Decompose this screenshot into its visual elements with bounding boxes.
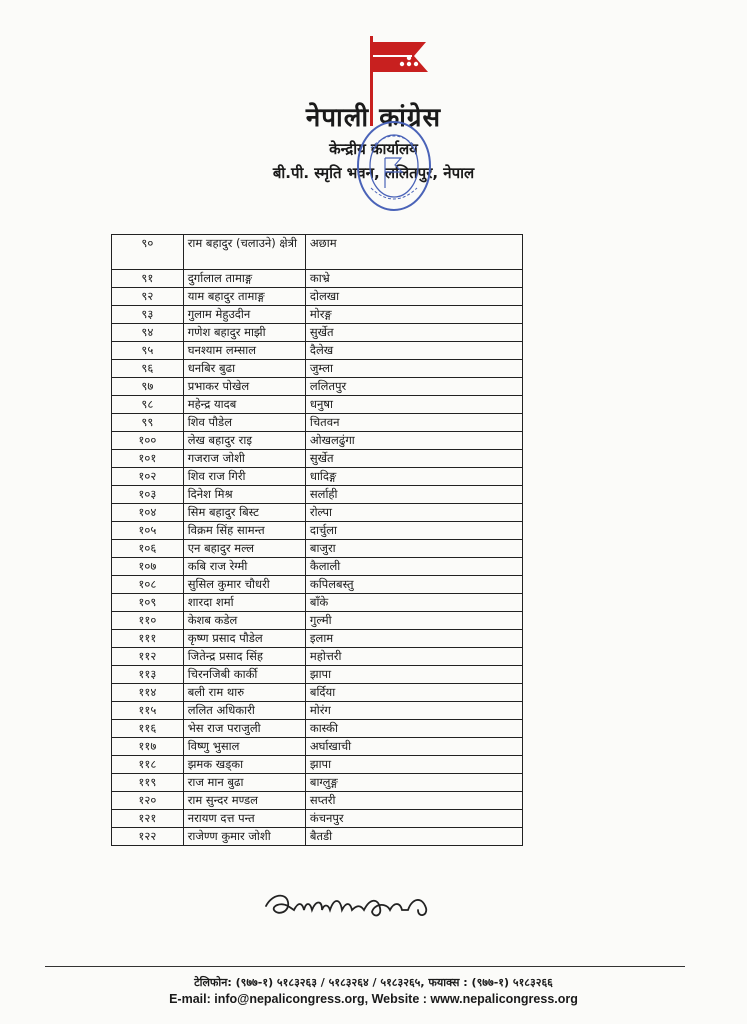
row-number-cell: ९३ (112, 306, 184, 324)
member-name-cell: विष्णु भुसाल (183, 738, 305, 756)
district-cell: धादिङ्ग (305, 468, 522, 486)
district-cell: धनुषा (305, 396, 522, 414)
district-cell: सुर्खेत (305, 324, 522, 342)
table-row (112, 792, 523, 810)
member-name-cell: महेन्द्र यादब (183, 396, 305, 414)
table-row (112, 360, 523, 378)
table-row (112, 702, 523, 720)
district-cell: झापा (305, 756, 522, 774)
footer-contact: E-mail: info@nepalicongress.org, Website : www.nepalicongress.org (169, 992, 578, 1006)
district-cell: दोलखा (305, 288, 522, 306)
member-name-cell: सिम बहादुर बिस्ट (183, 504, 305, 522)
district-cell: सुर्खेत (305, 450, 522, 468)
member-name-cell: गणेश बहादुर माझी (183, 324, 305, 342)
district-cell: कंचनपुर (305, 810, 522, 828)
table-row (112, 378, 523, 396)
row-number-cell: १०८ (112, 576, 184, 594)
table-row (112, 648, 523, 666)
member-name-cell: विक्रम सिंह सामन्त (183, 522, 305, 540)
row-number-cell: १०५ (112, 522, 184, 540)
table-row (112, 396, 523, 414)
row-number-cell: १०४ (112, 504, 184, 522)
row-number-cell: ९६ (112, 360, 184, 378)
member-name-cell: केशब कडेल (183, 612, 305, 630)
table-row (112, 756, 523, 774)
table-row (112, 666, 523, 684)
district-cell: कैलाली (305, 558, 522, 576)
row-number-cell: ११५ (112, 702, 184, 720)
member-name-cell: जितेन्द्र प्रसाद सिंह (183, 648, 305, 666)
table-row (112, 630, 523, 648)
row-number-cell: ९२ (112, 288, 184, 306)
table-row (112, 342, 523, 360)
district-cell: दार्चुला (305, 522, 522, 540)
district-cell: जुम्ला (305, 360, 522, 378)
district-cell: गुल्मी (305, 612, 522, 630)
member-name-cell: दुर्गालाल तामाङ्ग (183, 270, 305, 288)
member-name-cell: सुसिल कुमार चौधरी (183, 576, 305, 594)
table-row (112, 432, 523, 450)
table-row (112, 235, 523, 270)
table-row (112, 594, 523, 612)
district-cell: अर्घाखाची (305, 738, 522, 756)
member-name-cell: गजराज जोशी (183, 450, 305, 468)
row-number-cell: १२१ (112, 810, 184, 828)
member-name-cell: लेख बहादुर राइ (183, 432, 305, 450)
office-address: बी.पी. स्मृति भवन, ललितपुर, नेपाल (272, 164, 475, 182)
member-name-cell: शारदा शर्मा (183, 594, 305, 612)
table-row (112, 288, 523, 306)
member-roster-table (111, 234, 523, 846)
district-cell: बैतडी (305, 828, 522, 846)
row-number-cell: ९१ (112, 270, 184, 288)
district-cell: चितवन (305, 414, 522, 432)
table-row (112, 612, 523, 630)
member-name-cell: घनश्याम लम्साल (183, 342, 305, 360)
table-row (112, 828, 523, 846)
row-number-cell: १०० (112, 432, 184, 450)
district-cell: बाँके (305, 594, 522, 612)
member-name-cell: कबि राज रेग्मी (183, 558, 305, 576)
member-name-cell: राम बहादुर (चलाउने) क्षेत्री (183, 235, 305, 270)
district-cell: अछाम (305, 235, 522, 270)
row-number-cell: १२२ (112, 828, 184, 846)
member-name-cell: दिनेश मिश्र (183, 486, 305, 504)
district-cell: मोरंग (305, 702, 522, 720)
member-name-cell: राजेण्ण कुमार जोशी (183, 828, 305, 846)
row-number-cell: ११९ (112, 774, 184, 792)
official-seal-stamp (355, 118, 433, 214)
table-row (112, 324, 523, 342)
table-row (112, 468, 523, 486)
district-cell: बाजुरा (305, 540, 522, 558)
row-number-cell: ११४ (112, 684, 184, 702)
district-cell: सप्तरी (305, 792, 522, 810)
row-number-cell: १०७ (112, 558, 184, 576)
member-name-cell: ललित अधिकारी (183, 702, 305, 720)
row-number-cell: ९४ (112, 324, 184, 342)
table-row (112, 270, 523, 288)
member-name-cell: राम सुन्दर मण्डल (183, 792, 305, 810)
page-title: नेपाली कांग्रेस (305, 103, 442, 133)
member-name-cell: शिव पौडेल (183, 414, 305, 432)
table-row (112, 306, 523, 324)
district-cell: दैलेख (305, 342, 522, 360)
member-name-cell: बली राम थारु (183, 684, 305, 702)
office-subtitle: केन्द्रीय कार्यालय (329, 140, 418, 158)
member-name-cell: नरायण दत्त पन्त (183, 810, 305, 828)
table-row (112, 558, 523, 576)
table-row (112, 414, 523, 432)
table-row (112, 486, 523, 504)
row-number-cell: ११६ (112, 720, 184, 738)
member-name-cell: गुलाम मेहुउदीन (183, 306, 305, 324)
row-number-cell: ९७ (112, 378, 184, 396)
district-cell: झापा (305, 666, 522, 684)
member-name-cell: चिरनजिबी कार्की (183, 666, 305, 684)
row-number-cell: १०१ (112, 450, 184, 468)
row-number-cell: १११ (112, 630, 184, 648)
row-number-cell: १०६ (112, 540, 184, 558)
district-cell: महोत्तरी (305, 648, 522, 666)
district-cell: कपिलबस्तु (305, 576, 522, 594)
member-name-cell: कृष्ण प्रसाद पौडेल (183, 630, 305, 648)
district-cell: ओखलढुंगा (305, 432, 522, 450)
district-cell: बाग्लुङ्ग (305, 774, 522, 792)
member-name-cell: एन बहादुर मल्ल (183, 540, 305, 558)
row-number-cell: ९८ (112, 396, 184, 414)
district-cell: इलाम (305, 630, 522, 648)
member-name-cell: भेस राज पराजुली (183, 720, 305, 738)
district-cell: कास्की (305, 720, 522, 738)
row-number-cell: ९५ (112, 342, 184, 360)
row-number-cell: ११३ (112, 666, 184, 684)
member-name-cell: शिव राज गिरी (183, 468, 305, 486)
footer-divider (45, 966, 685, 967)
table-row (112, 504, 523, 522)
member-name-cell: प्रभाकर पोखेल (183, 378, 305, 396)
table-row (112, 450, 523, 468)
table-row (112, 684, 523, 702)
district-cell: रोल्पा (305, 504, 522, 522)
handwritten-signature (262, 880, 440, 924)
district-cell: मोरङ्ग (305, 306, 522, 324)
table-row (112, 774, 523, 792)
row-number-cell: १२० (112, 792, 184, 810)
table-row (112, 720, 523, 738)
table-row (112, 576, 523, 594)
table-row (112, 522, 523, 540)
member-name-cell: झमक खड्का (183, 756, 305, 774)
member-name-cell: राज मान बुढा (183, 774, 305, 792)
row-number-cell: ९९ (112, 414, 184, 432)
row-number-cell: ११८ (112, 756, 184, 774)
district-cell: ललितपुर (305, 378, 522, 396)
table-row (112, 738, 523, 756)
table-row (112, 540, 523, 558)
row-number-cell: ११० (112, 612, 184, 630)
row-number-cell: ११२ (112, 648, 184, 666)
row-number-cell: १०२ (112, 468, 184, 486)
footer-phone: टेलिफोन: (९७७-१) ५१८३२६३ / ५१८३२६४ / ५१८३२६५, फयाक्स : (९७७-१) ५१८३२६६ (194, 976, 553, 989)
row-number-cell: १०३ (112, 486, 184, 504)
row-number-cell: ११७ (112, 738, 184, 756)
row-number-cell: ९० (112, 235, 184, 270)
member-name-cell: याम बहादुर तामाङ्ग (183, 288, 305, 306)
row-number-cell: १०९ (112, 594, 184, 612)
district-cell: सर्लाही (305, 486, 522, 504)
table-row (112, 810, 523, 828)
district-cell: काभ्रे (305, 270, 522, 288)
member-name-cell: धनबिर बुढा (183, 360, 305, 378)
district-cell: बर्दिया (305, 684, 522, 702)
